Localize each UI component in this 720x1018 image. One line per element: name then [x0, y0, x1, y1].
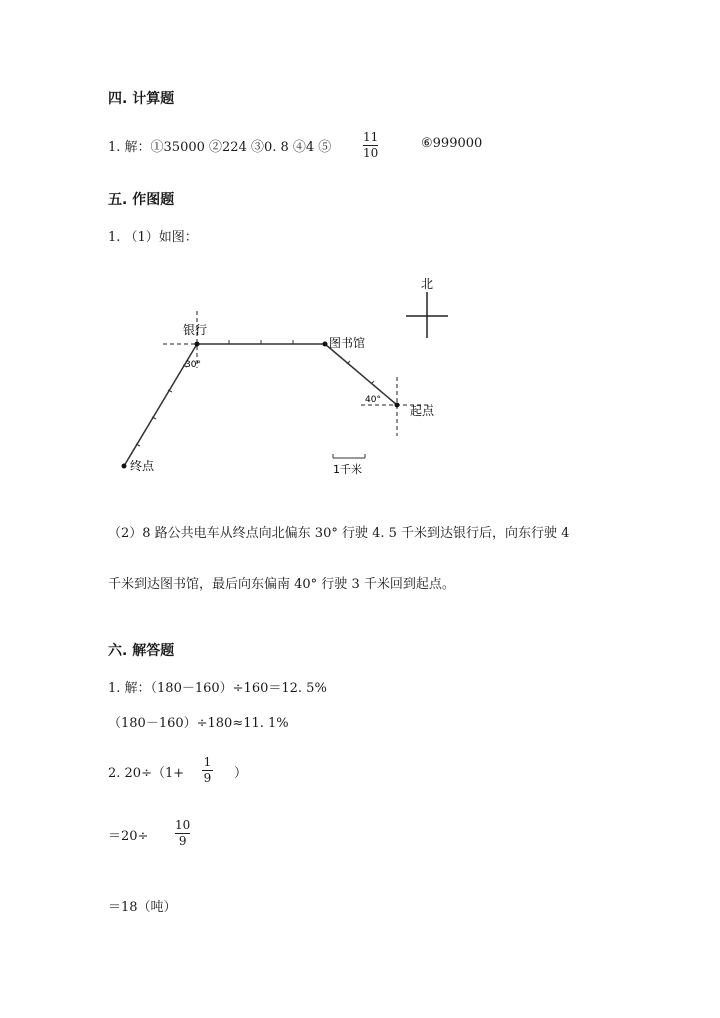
scale-label: 1千米 — [333, 463, 362, 476]
section-6-q1-line1: 1. 解：（180－160）÷160＝12. 5% — [108, 681, 327, 696]
fraction-1-9 — [202, 756, 213, 785]
route-library-to-start — [325, 344, 397, 405]
section-4-q1-answer-6: ⑥999000 — [421, 136, 483, 151]
section-5-q1-part2-line1: （2）8 路公共电车从终点向北偏东 30° 行驶 4. 5 千米到达银行后，向东行驶 4 — [108, 526, 570, 541]
section-4-q1-answers: 1. 解：①35000 ②224 ③0. 8 ④4 ⑤ — [108, 140, 332, 155]
section-6-q2-step2: ＝20÷ — [108, 829, 149, 844]
section-5-q1-label: 1. （1）如图： — [108, 230, 198, 245]
angle-40-label: 40° — [365, 395, 381, 405]
fraction-numerator: 10 — [175, 818, 191, 832]
start-point-marker — [395, 403, 400, 408]
angle-30-label: 30° — [185, 360, 201, 370]
fraction-10-9 — [175, 819, 190, 848]
north-label: 北 — [421, 277, 434, 291]
section-4-title: 四. 计算题 — [108, 91, 175, 107]
end-point-marker — [122, 464, 127, 469]
section-5-title: 五. 作图题 — [108, 192, 175, 208]
end-label: 终点 — [130, 459, 155, 473]
library-label: 图书馆 — [329, 336, 366, 350]
fraction-denominator: 9 — [203, 771, 212, 785]
section-6-title: 六. 解答题 — [108, 643, 175, 659]
fraction-denominator: 10 — [363, 146, 379, 160]
section-6-q2-expression: 2. 20÷（1+ — [108, 766, 185, 781]
fraction-numerator: 11 — [363, 130, 379, 144]
fraction-numerator: 1 — [203, 755, 212, 769]
fraction-denominator: 9 — [178, 834, 187, 848]
library-point-marker — [323, 342, 328, 347]
route-diagram — [0, 0, 720, 500]
section-6-q2-closing-paren: ） — [234, 766, 248, 781]
section-5-q1-part2-line2: 千米到达图书馆，最后向东偏南 40° 行驶 3 千米回到起点。 — [108, 577, 455, 592]
section-6-q1-line2: （180－160）÷180≈11. 1% — [108, 716, 289, 731]
bank-point-marker — [195, 342, 200, 347]
start-label: 起点 — [410, 404, 435, 418]
section-6-q2-result: ＝18（吨） — [108, 900, 177, 915]
bank-label: 银行 — [183, 323, 208, 337]
route-library-start-ticks — [347, 361, 374, 384]
